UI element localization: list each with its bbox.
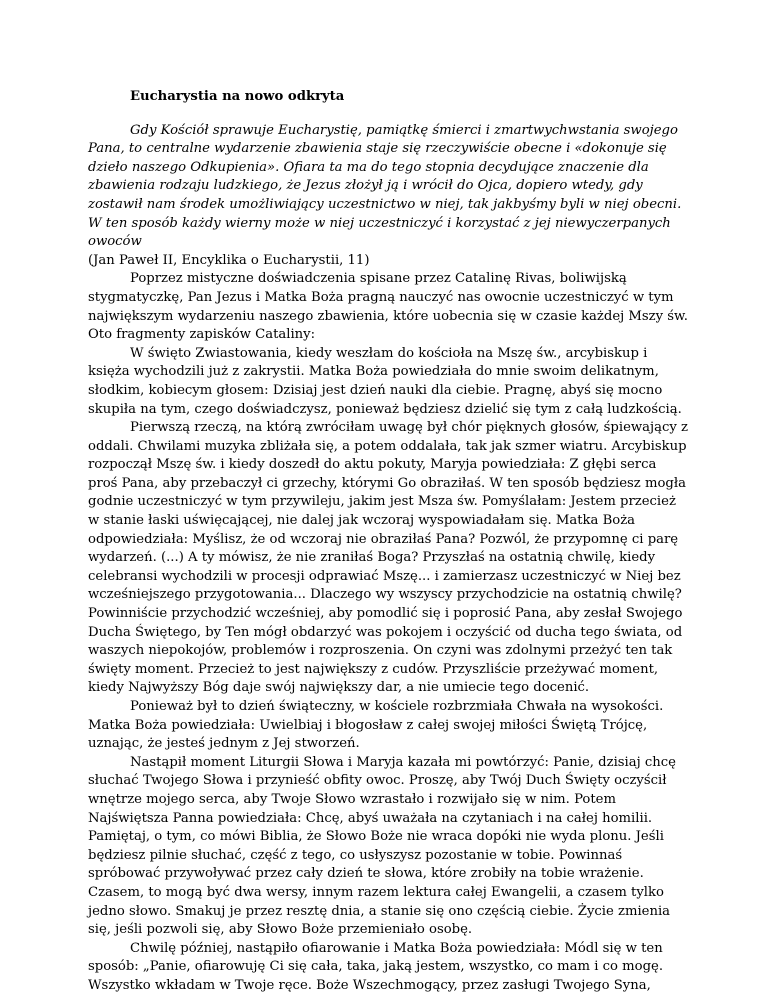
epigraph-source: (Jan Paweł II, Encyklika o Eucharystii, 11) — [88, 252, 370, 268]
paragraph: Nastąpił moment Liturgii Słowa i Maryja kazała mi powtórzyć: Panie, dzisiaj chcę słuchać Twojego Słowa i przynieść obfity owoc. Proszę, aby Twój Duch Święty oczyścił wnętrze mojego serca, aby Twoje Słowo wzrastało i rozwijało się w nim. Potem Najświętsza Panna powiedziała: Chcę, abyś uważała na czytaniach i na całej homilii. Pamiętaj, o tym, co mówi Biblia, że Słowo Boże nie wraca dopóki nie wyda plonu. Jeśli będziesz pilnie słuchać, część z tego, co usłyszysz pozostanie w tobie. Powinnaś spróbować przywoływać przez cały dzień te słowa, które zrobiły na tobie wrażenie. Czasem, to mogą być dwa wersy, innym razem lektura całej Ewangelii, a czasem tylko jedno słowo. Smakuj je przez resztę dnia, a stanie się ono częścią ciebie. Życie zmienia się, jeśli pozwoli się, aby Słowo Boże przemieniało osobę. — [88, 754, 676, 938]
paragraph: W święto Zwiastowania, kiedy weszłam do kościoła na Mszę św., arcybiskup i księża wychodzili już z zakrystii. Matka Boża powiedziała do mnie swoim delikatnym, słodkim, kobiecym głosem: Dzisiaj jest dzień nauki dla ciebie. Pragnę, abyś się mocno skupiła na tym, czego doświadczysz, ponieważ będziesz dzielić się tym z całą ludzkością. — [88, 345, 682, 417]
document-page — [88, 88, 688, 996]
paragraph: Ponieważ był to dzień świąteczny, w kościele rozbrzmiała Chwała na wysokości. Matka Boża powiedziała: Uwielbiaj i błogosław z całej swojej miłości Świętą Trójcę, uznając, że jesteś jednym z Jej stworzeń. — [88, 699, 664, 752]
epigraph-quote: Gdy Kościół sprawuje Eucharystię, pamiątkę śmierci i zmartwychwstania swojego Pana, to centralne wydarzenie zbawienia staje się rzeczywiście obecne i «dokonuje się dzieło naszego Odkupienia». Ofiara ta ma do tego stopnia decydujące znaczenie dla zbawienia rodzaju ludzkiego, że Jezus złożył ją i wrócił do Ojca, dopiero wtedy, gdy zostawił nam środek umożliwiający uczestnictwo w niej, tak jakbyśmy byli w niej obecni. W ten sposób każdy wierny może w niej uczestniczyć i korzystać z jej niewyczerpanych owoców — [88, 122, 682, 250]
paragraph: Chwilę później, nastąpiło ofiarowanie i Matka Boża powiedziała: Módl się w ten sposób: „Panie, ofiarowuję Ci się cała, taka, jaką jestem, wszystko, co mam i co mogę. Wszystko wkładam w Twoje ręce. Boże Wszechmogący, przez zasługi Twojego Syna, — [88, 940, 664, 993]
paragraph: Pierwszą rzeczą, na którą zwróciłam uwagę był chór pięknych głosów, śpiewający z oddali. Chwilami muzyka zbliżała się, a potem oddalała, tak jak szmer wiatru. Arcybiskup rozpoczął Mszę św. i kiedy doszedł do aktu pokuty, Maryja powiedziała: Z głębi serca proś Pana, aby przebaczył ci grzechy, którymi Go obraziłaś. W ten sposób będziesz mogła godnie uczestniczyć w tym przywileju, jakim jest Msza św. Pomyślałam: Jestem przecież w stanie łaski uświęcającej, nie dalej jak wczoraj wyspowiadałam się. Matka Boża odpowiedziała: Myślisz, że od wczoraj nie obraziłaś Pana? Pozwól, że przypomnę ci parę wydarzeń. (...) A ty mówisz, że nie zraniłaś Boga? Przyszłaś na ostatnią chwilę, kiedy celebransi wychodzili w procesji odprawiać Mszę... i zamierzasz uczestniczyć w Niej bez wcześniejszego przygotowania... Dlaczego wy wszyscy przychodzicie na ostatnią chwilę? Powinniście przychodzić wcześniej, aby pomodlić się i poprosić Pana, aby zesłał Swojego Ducha Świętego, by Ten mógł obdarzyć was pokojem i oczyścić od ducha tego świata, od waszych niepokojów, problemów i rozproszenia. On czyni was zdolnymi przeżyć ten tak święty moment. Przecież to jest największy z cudów. Przyszliście przeżywać moment, kiedy Najwyższy Bóg daje swój największy dar, a nie umiecie tego docenić. — [88, 420, 688, 696]
document-title: Eucharystia na nowo odkryta — [130, 89, 345, 104]
paragraph: Poprzez mistyczne doświadczenia spisane przez Catalinę Rivas, boliwijską stygmatyczkę, Pan Jezus i Matka Boża pragną nauczyć nas owocnie uczestniczyć w tym największym wydarzeniu naszego zbawienia, które uobecnia się w czasie każdej Mszy św. Oto fragmenty zapisków Cataliny: — [88, 271, 688, 343]
